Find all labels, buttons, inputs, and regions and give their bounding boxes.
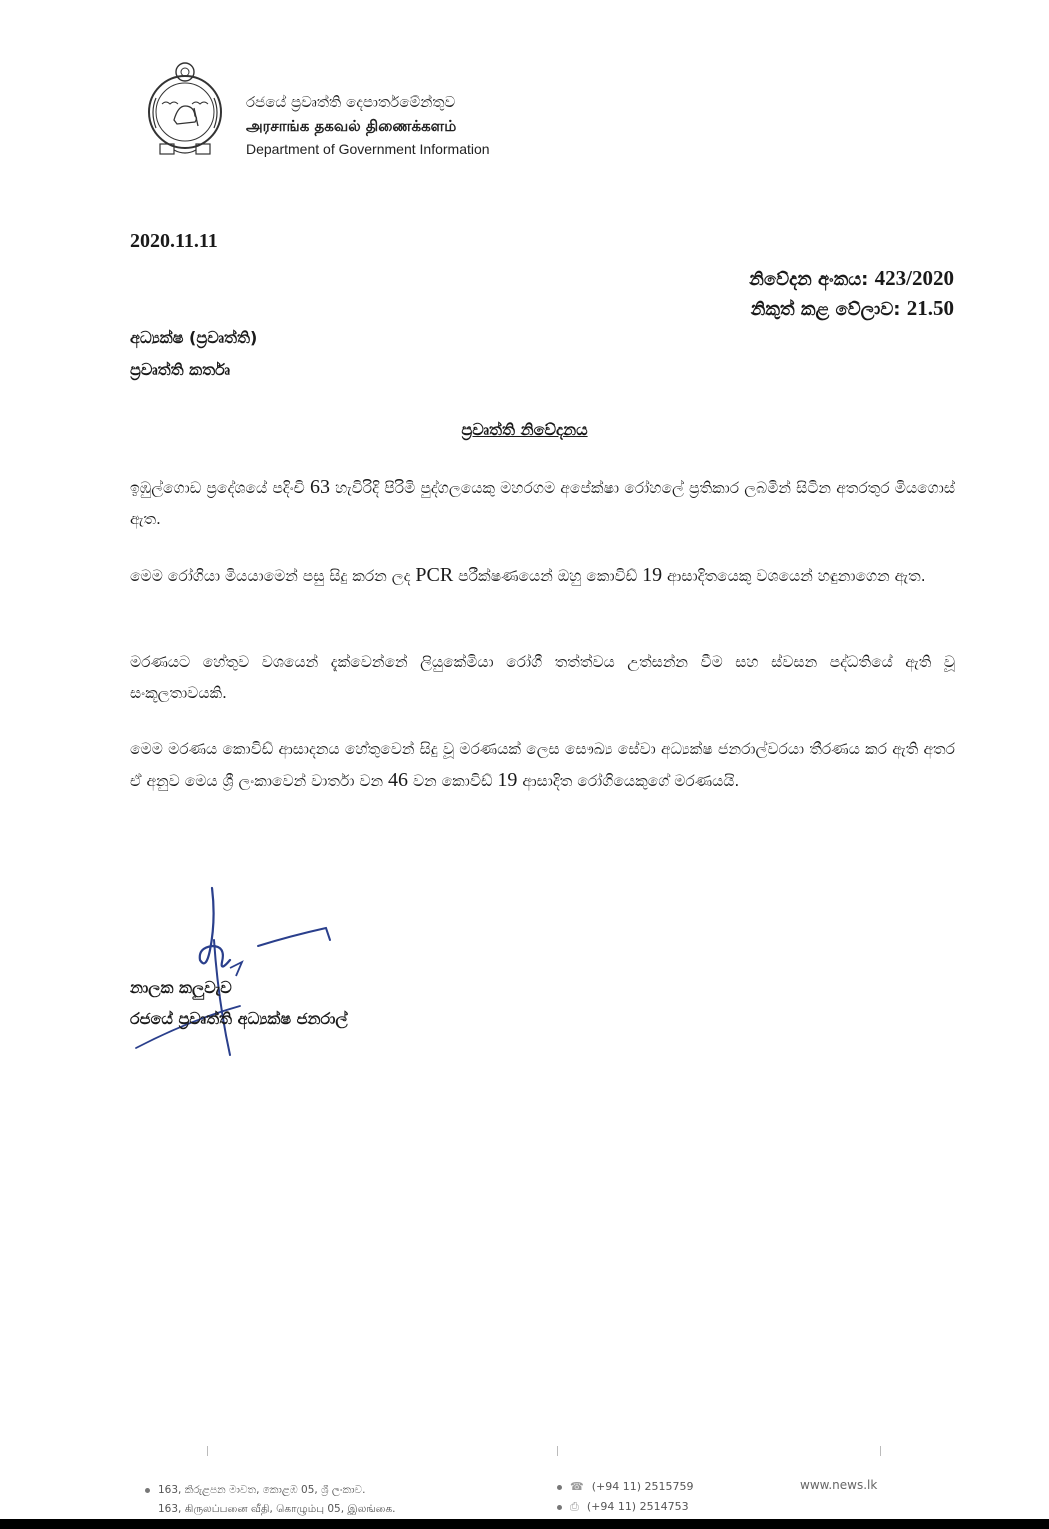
footer-fax bbox=[557, 1500, 689, 1514]
text-run: ආසාදිතයෙකු වශයෙන් හඳුනාගෙන ඇත. bbox=[662, 567, 926, 585]
text-run: මරණයට හේතුව වශයෙන් දැක්වෙන්නේ ලියුකේමියා රෝගී තත්ත්වය උත්සන්න වීම සහ ස්වසන පද්ධතියේ ඇති වූ සංකූලතාවයකි. bbox=[130, 653, 955, 702]
text-run: හැවිරිදි පිරිමි පුද්ගලයෙකු මහරගම අපේක්ෂා රෝහලේ ප්‍රතිකාර ලබමින් සිටින අතරතුර මියගොස් ඇත. bbox=[130, 479, 955, 528]
addressee-line-1: අධ්‍යක්ෂ (ප්‍රවෘත්ති) bbox=[130, 328, 258, 347]
reference-number bbox=[749, 266, 954, 291]
footer-divider bbox=[207, 1446, 208, 1456]
document-heading: ප්‍රවෘත්ති නිවේදනය bbox=[461, 420, 588, 439]
fax-icon bbox=[557, 1505, 562, 1510]
footer-divider bbox=[557, 1446, 558, 1456]
signer-name: නාලක කලුවැව bbox=[130, 978, 232, 997]
letterhead-sinhala: රජයේ ප්‍රවෘත්ති දෙපාර්තමේන්තුව bbox=[246, 93, 456, 111]
fax-number: (+94 11) 2514753 bbox=[586, 1500, 689, 1513]
number-run: 19 bbox=[642, 564, 663, 586]
footer-divider bbox=[880, 1446, 881, 1456]
paragraph-3 bbox=[130, 647, 955, 709]
paragraph-2 bbox=[130, 560, 955, 592]
text-run: ඉඹුල්ගොඩ ප්‍රදේශයේ පදිංචි bbox=[130, 479, 310, 497]
footer-website: www.news.lk bbox=[800, 1478, 878, 1492]
text-run: පරීක්ෂණයෙන් ඔහු කොවිඩ් bbox=[453, 567, 643, 585]
number-run: 19 bbox=[497, 769, 518, 791]
number-run: PCR bbox=[415, 564, 454, 586]
reference-value: 423/2020 bbox=[874, 266, 954, 290]
footer-address-tamil bbox=[145, 1503, 396, 1516]
text-run: වන කොවිඩ් bbox=[408, 772, 498, 790]
addressee-line-2: ප්‍රවෘත්ති කර්තෘ bbox=[130, 360, 231, 379]
reference-label: නිවේදන අංකය: bbox=[749, 269, 869, 290]
footer-telephone bbox=[557, 1480, 693, 1493]
text-run: මෙම මරණය කොවිඩ් ආසාදනය හේතුවෙන් සිදු වූ මරණයක් ලෙස සෞඛ්‍ය සේවා අධ්‍යක්ෂ ජනරාල්වරයා තීරණය කර ඇති අතර ඒ අනුව මෙය ශ්‍රී ලංකාවෙන් වාර්තා වන bbox=[130, 740, 955, 790]
handwritten-signature-icon bbox=[130, 880, 350, 1060]
bullet-icon bbox=[145, 1507, 150, 1512]
telephone-number: (+94 11) 2515759 bbox=[591, 1480, 694, 1493]
bottom-edge-bar bbox=[0, 1519, 1049, 1529]
footer-address-sinhala bbox=[145, 1484, 365, 1497]
paragraph-1 bbox=[130, 472, 955, 535]
letterhead-tamil: அரசாங்க தகவல் திணைக்களம் bbox=[246, 117, 457, 135]
release-time-label: නිකුත් කළ වේලාව: bbox=[750, 299, 901, 320]
release-time-value: 21.50 bbox=[906, 296, 954, 320]
footer-address-text: 163, කිරුළපන මාවත, කොළඹ 05, ශ්‍රී ලංකාව. bbox=[158, 1484, 366, 1496]
phone-icon: ☎ bbox=[570, 1480, 584, 1493]
bullet-icon bbox=[145, 1488, 150, 1493]
phone-icon bbox=[557, 1485, 562, 1490]
number-run: 63 bbox=[309, 476, 330, 498]
letterhead-english: Department of Government Information bbox=[246, 141, 490, 157]
fax-icon: ⎙ bbox=[570, 1500, 579, 1513]
release-time bbox=[751, 296, 954, 321]
signer-title: රජයේ ප්‍රවෘත්ති අධ්‍යක්ෂ ජනරාල් bbox=[130, 1009, 348, 1028]
number-run: 46 bbox=[388, 769, 409, 791]
text-run: ආසාදිත රෝගියෙකුගේ මරණයයි. bbox=[517, 772, 740, 790]
text-run: මෙම රෝගියා මියයාමෙන් පසු සිදු කරන ලද bbox=[130, 567, 416, 585]
document-date: 2020.11.11 bbox=[130, 230, 218, 252]
paragraph-4 bbox=[130, 734, 955, 797]
government-emblem-icon bbox=[142, 58, 228, 162]
footer-address-text: 163, கிருலப்பனை வீதி, கொழும்பு 05, இலங்கை. bbox=[158, 1503, 396, 1515]
